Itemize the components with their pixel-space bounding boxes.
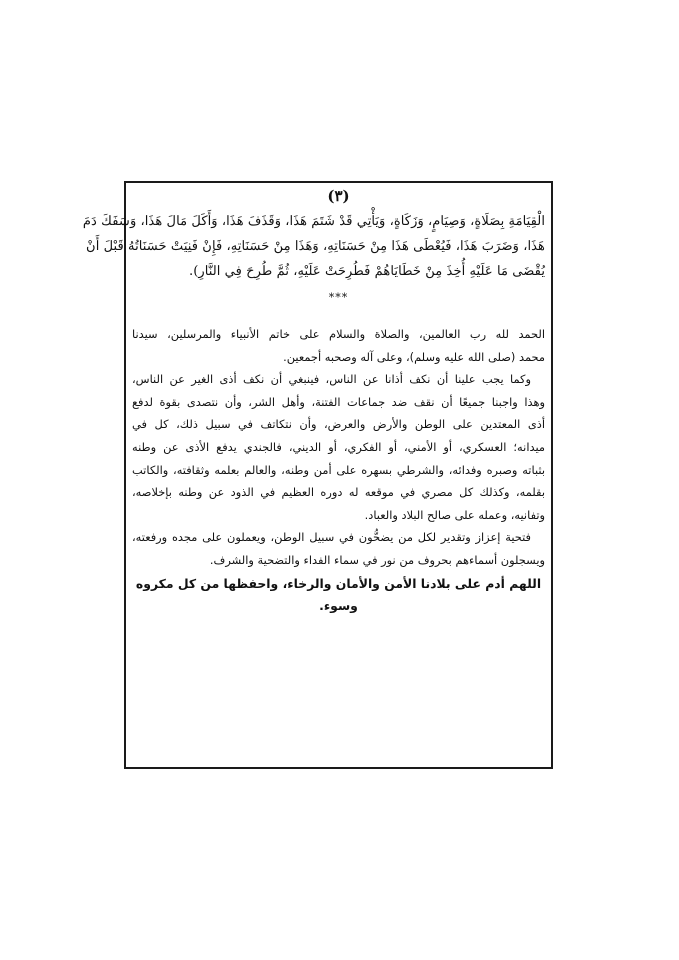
- paragraph-line: محمد (صلى الله عليه وسلم)، وعلى آله وصحبه أجمعين.: [283, 349, 545, 364]
- paragraph-line: الحمد لله رب العالمين، والصلاة والسلام على خاتم الأنبياء والمرسلين، سيدنا: [132, 327, 545, 341]
- paragraph-tribute: [132, 526, 545, 571]
- paragraph-line: بقلمه، وكذلك كل مصري في موقعه له دوره العظيم في الذود عن وطنه بإخلاصه،: [132, 485, 545, 500]
- paragraph-duty: [132, 368, 545, 526]
- paragraph-line: بثباته وصبره وفدائه، والشرطي بسهره على أمن وطنه، والعالم بعلمه وثقافته، والكاتب: [132, 462, 545, 477]
- paragraph-line: ميدانه؛ العسكري، أو الأمني، أو الفكري، أو الديني، فالجندي يدفع الأذى عن وطنه: [132, 439, 545, 454]
- page-frame: [82, 181, 553, 769]
- paragraph-line: وكما يجب علينا أن نكف أذانا عن الناس، فينبغي أن نكف أذى الغير عن الناس،: [132, 372, 531, 387]
- paragraph-line: أذى المعتدين على الوطن والأرض والعرض، وأن نتكاتف في سبيل ذلك، كل في: [132, 417, 545, 432]
- paragraph-line: ويسجلون أسماءهم بحروف من نور في سماء الفداء والتضحية والشرف.: [209, 552, 545, 567]
- body-text: [132, 323, 545, 618]
- closing-prayer: اللهم أدم على بلادنا الأمن والأمان والرخاء، واحفظها من كل مكروه وسوء.: [135, 575, 542, 614]
- paragraph-opening: [132, 323, 545, 368]
- hadith-text: [82, 209, 545, 284]
- paragraph-line: وهذا واجبنا جميعًا أن نقف ضد جماعات الفتنة، وأهل الشر، وأن نتصدى بقوة لدفع: [132, 394, 545, 409]
- hadith-line: يُقْضَى مَا عَلَيْهِ أُخِذَ مِنْ خَطَايَاهُمْ فَطُرِحَتْ عَلَيْهِ، ثُمَّ طُرِحَ فِي النَّارِ).: [189, 264, 545, 279]
- hadith-line: هَذَا، وَضَرَبَ هَذَا، فَيُعْطَى هَذَا مِنْ حَسَنَاتِهِ، وَهَذَا مِنْ حَسَنَاتِهِ، فَإِنْ فَنِيَتْ حَسَنَاتُهُ قَبْلَ أَنْ: [86, 239, 545, 254]
- hadith-line: الْقِيَامَةِ بِصَلَاةٍ، وَصِيَامٍ، وَزَكَاةٍ، وَيَأْتِي قَدْ شَتَمَ هَذَا، وَقَذَفَ هَذَا، وَأَكَلَ مَالَ هَذَا، وَسَفَكَ دَمَ: [82, 214, 545, 229]
- page-number: (٣): [327, 187, 350, 205]
- paragraph-line: وتفانيه، وعمله على صالح البلاد والعباد.: [364, 507, 545, 522]
- section-separator: ***: [328, 291, 349, 304]
- paragraph-line: فتحية إعزاز وتقدير لكل من يضحُّون في سبيل الوطن، ويعملون على مجده ورفعته،: [132, 530, 531, 545]
